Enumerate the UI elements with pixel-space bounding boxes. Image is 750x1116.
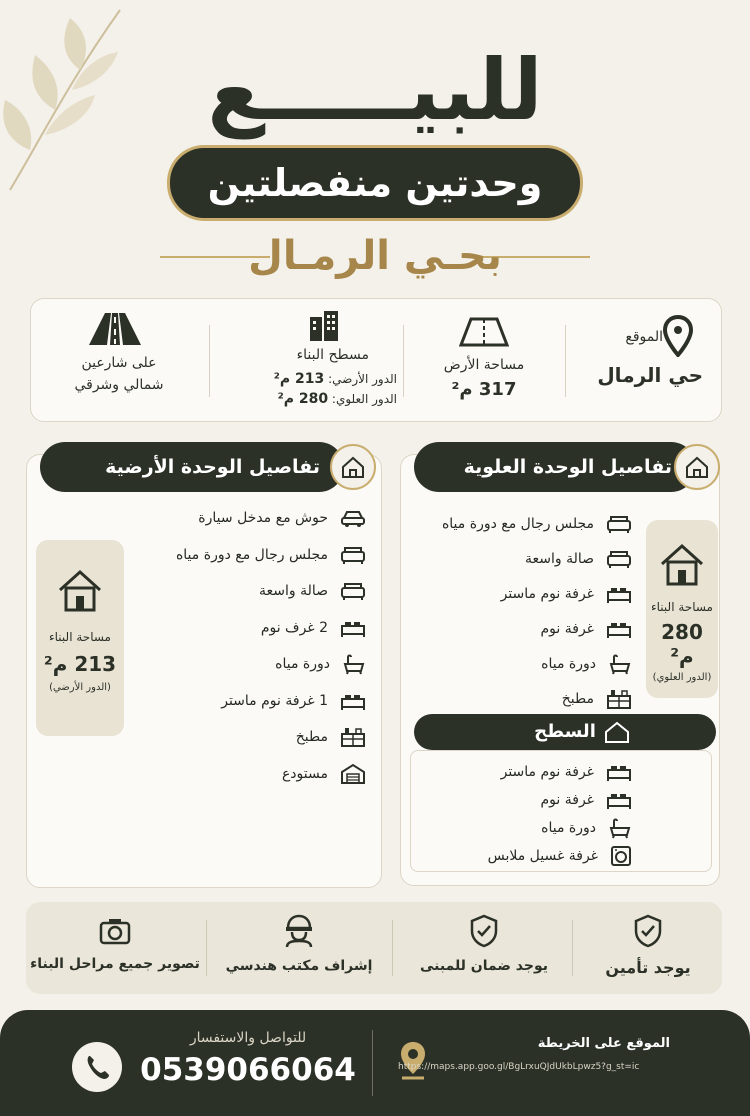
sofa-icon bbox=[340, 577, 366, 605]
summary-location bbox=[571, 299, 721, 423]
feature-label: مجلس رجال مع دورة مياه bbox=[175, 546, 328, 563]
house-icon bbox=[658, 542, 706, 586]
kitchen-icon bbox=[340, 723, 366, 751]
benefit-supervision bbox=[208, 902, 390, 994]
upper-floor-value: 280 م² bbox=[277, 391, 329, 407]
benefit-warranty bbox=[396, 902, 572, 994]
divider bbox=[206, 920, 207, 976]
feature-label: مجلس رجال مع دورة مياه bbox=[441, 516, 594, 532]
location-value: حي الرمال bbox=[597, 363, 703, 387]
feature-label: غرفة نوم bbox=[540, 621, 594, 637]
bed-icon bbox=[606, 758, 632, 786]
feature-label: مستودع bbox=[281, 765, 328, 782]
ground-area-value: 213 م² bbox=[43, 652, 117, 676]
upper-floor-label: الدور العلوي: bbox=[331, 392, 397, 406]
bed-icon bbox=[606, 786, 632, 814]
home-icon bbox=[602, 720, 632, 744]
home-icon bbox=[676, 446, 718, 488]
phone-button[interactable] bbox=[72, 1042, 122, 1092]
feature-label: غرفة غسيل ملابس bbox=[487, 848, 598, 864]
ground-floor-value: 213 م² bbox=[273, 371, 325, 387]
feature-item bbox=[541, 615, 633, 643]
contact-label: للتواصل والاستفسار bbox=[189, 1030, 307, 1046]
camera-icon bbox=[98, 916, 132, 946]
feature-label: دورة مياه bbox=[541, 820, 596, 836]
upper-area-sub: (الدور العلوي) bbox=[652, 672, 712, 683]
upper-area-value: 280 م² bbox=[661, 620, 703, 668]
upper-unit-header-icon bbox=[674, 444, 720, 490]
upper-unit-header: تفاصيل الوحدة العلوية bbox=[414, 442, 696, 492]
bath-icon bbox=[342, 650, 366, 678]
upper-area-card bbox=[646, 520, 718, 698]
divider bbox=[565, 325, 566, 397]
page-title: للبيـــــع bbox=[207, 41, 543, 139]
streets-line1: على شارعين bbox=[81, 355, 157, 371]
bath-icon bbox=[608, 650, 632, 678]
feature-label: 1 غرفة نوم ماستر bbox=[221, 692, 328, 709]
map-label: الموقع على الخريطة bbox=[537, 1036, 670, 1051]
sofa-icon bbox=[606, 545, 632, 573]
feature-label: صالة واسعة bbox=[258, 583, 328, 599]
benefits-bar bbox=[26, 902, 722, 994]
divider bbox=[372, 1030, 373, 1096]
phone-number[interactable]: 0539066064 bbox=[140, 1052, 356, 1088]
land-icon bbox=[459, 315, 509, 349]
sofa-icon bbox=[340, 541, 366, 569]
summary-land-area bbox=[405, 299, 563, 423]
feature-item bbox=[296, 723, 366, 751]
feature-label: غرفة نوم ماستر bbox=[500, 586, 594, 602]
benefit-label: يوجد تأمين bbox=[605, 958, 691, 977]
district-title: بحـي الرمـال bbox=[248, 233, 502, 279]
feature-label: مطبخ bbox=[561, 691, 594, 707]
feature-label: غرفة نوم ماستر bbox=[500, 764, 594, 780]
divider bbox=[403, 325, 404, 397]
feature-label: غرفة نوم bbox=[540, 792, 594, 808]
benefit-insurance bbox=[574, 902, 722, 994]
feature-item bbox=[198, 504, 366, 532]
washer-icon bbox=[610, 842, 632, 870]
ground-floor-row bbox=[213, 369, 397, 389]
subtitle-banner: وحدتين منفصلتين bbox=[170, 148, 580, 218]
ground-area-card bbox=[36, 540, 124, 736]
feature-label: مطبخ bbox=[295, 729, 328, 745]
ground-unit-header-icon bbox=[330, 444, 376, 490]
feature-item bbox=[221, 687, 366, 715]
feature-item bbox=[541, 650, 632, 678]
benefit-photography bbox=[26, 902, 204, 994]
home-icon bbox=[332, 446, 374, 488]
garage-icon bbox=[340, 760, 366, 788]
sofa-icon bbox=[606, 510, 632, 538]
bed-icon bbox=[606, 615, 632, 643]
shield-check-icon bbox=[633, 914, 663, 948]
kitchen-icon bbox=[606, 685, 632, 713]
feature-label: حوش مع مدخل سيارة bbox=[198, 510, 328, 526]
feature-item bbox=[282, 760, 366, 788]
location-label: الموقع bbox=[625, 329, 663, 345]
feature-label: صالة واسعة bbox=[524, 551, 594, 567]
road-icon bbox=[87, 311, 143, 347]
engineer-icon bbox=[282, 912, 316, 948]
feature-item bbox=[541, 814, 632, 842]
roof-header bbox=[414, 714, 716, 750]
feature-item bbox=[275, 650, 366, 678]
summary-box bbox=[30, 298, 722, 422]
feature-item bbox=[261, 614, 366, 642]
building-icon bbox=[307, 309, 341, 343]
feature-item bbox=[525, 545, 632, 573]
house-icon bbox=[56, 568, 104, 612]
phone-icon bbox=[72, 1042, 122, 1092]
building-area-label: مسطح البناء bbox=[296, 347, 369, 363]
map-link[interactable]: https://maps.app.goo.gl/BgLrxuQJdUkbLpwz5?g_st=ic bbox=[398, 1062, 640, 1072]
bath-icon bbox=[608, 814, 632, 842]
feature-item bbox=[501, 758, 632, 786]
ground-area-sub: (الدور الأرضي) bbox=[49, 682, 111, 693]
divider bbox=[392, 920, 393, 976]
bed-icon bbox=[340, 687, 366, 715]
divider bbox=[209, 325, 210, 397]
feature-item bbox=[501, 580, 632, 608]
feature-item bbox=[442, 510, 632, 538]
shield-check-icon bbox=[469, 914, 499, 948]
bed-icon bbox=[606, 580, 632, 608]
benefit-label: يوجد ضمان للمبنى bbox=[419, 958, 549, 974]
car-icon bbox=[340, 504, 366, 532]
feature-item bbox=[488, 842, 632, 870]
upper-floor-row bbox=[213, 389, 397, 409]
streets-line2: شمالي وشرقي bbox=[74, 377, 164, 393]
map-pin-icon bbox=[398, 1040, 428, 1080]
summary-building-area bbox=[213, 299, 401, 423]
feature-label: 2 غرف نوم bbox=[260, 619, 328, 636]
roof-title: السطح bbox=[534, 721, 596, 742]
feature-label: دورة مياه bbox=[275, 656, 330, 672]
land-area-value: 317 م² bbox=[451, 379, 517, 400]
benefit-label: تصوير جميع مراحل البناء bbox=[30, 956, 200, 972]
bed-icon bbox=[340, 614, 366, 642]
summary-streets bbox=[31, 299, 207, 423]
ground-floor-label: الدور الأرضي: bbox=[328, 372, 397, 386]
location-pin-icon bbox=[663, 315, 693, 357]
feature-item bbox=[176, 541, 366, 569]
divider bbox=[572, 920, 573, 976]
land-area-label: مساحة الأرض bbox=[443, 357, 525, 373]
benefit-label: إشراف مكتب هندسي bbox=[225, 958, 373, 974]
footer bbox=[0, 1010, 750, 1116]
feature-item bbox=[541, 786, 633, 814]
feature-item bbox=[562, 685, 632, 713]
upper-area-label: مساحة البناء bbox=[651, 600, 713, 614]
ground-unit-header: تفاصيل الوحدة الأرضية bbox=[40, 442, 344, 492]
feature-label: دورة مياه bbox=[541, 656, 596, 672]
ground-area-label: مساحة البناء bbox=[49, 630, 111, 644]
feature-item bbox=[259, 577, 366, 605]
